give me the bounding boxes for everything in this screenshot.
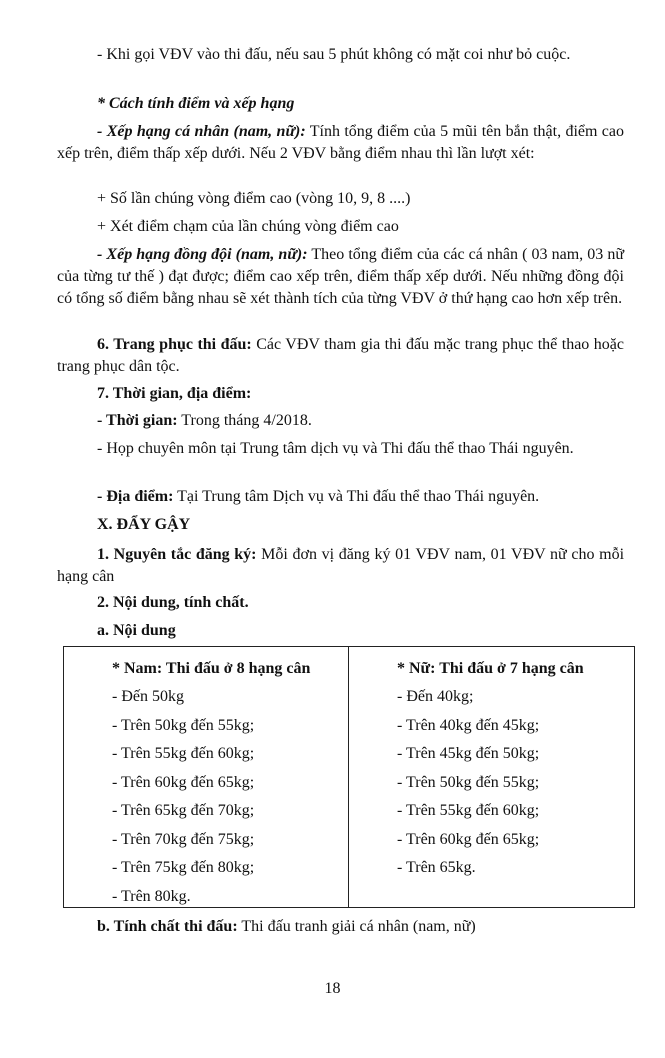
men-weight-class: - Trên 60kg đến 65kg;: [112, 773, 255, 791]
paragraph-team-ranking: [57, 244, 624, 310]
page-number: 18: [324, 980, 341, 997]
women-column: [397, 655, 584, 883]
table-divider: [348, 647, 349, 907]
team-ranking-label: - Xếp hạng đồng đội (nam, nữ):: [97, 246, 308, 263]
heading-time-place: 7. Thời gian, địa điểm:: [97, 385, 252, 402]
team-ranking-text: Theo tổng điểm của các cá nhân ( 03 nam, 03 nữ của từng tư thế ) đạt được; điểm cao xếp trên, điểm thấp xếp dưới. Nếu những đồng đội có tổng số điểm bằng nhau sẽ xét thành tích của từng VĐV ở thứ hạng cao hơn xếp trên.: [57, 246, 624, 307]
criterion-touch-point: + Xét điểm chạm của lần chúng vòng điểm cao: [97, 218, 399, 235]
criterion-high-ring-count: + Số lần chúng vòng điểm cao (vòng 10, 9, 8 ....): [97, 190, 411, 207]
registration-text: Mỗi đơn vị đăng ký 01 VĐV nam, 01 VĐV nữ cho mỗi hạng cân: [57, 546, 625, 585]
women-weight-class: - Trên 40kg đến 45kg;: [397, 716, 540, 734]
venue-text: Tại Trung tâm Dịch vụ và Thi đấu thể thao Thái nguyên.: [173, 488, 540, 505]
women-weight-class: - Trên 60kg đến 65kg;: [397, 830, 540, 848]
women-weight-class: - Trên 45kg đến 50kg;: [397, 745, 540, 762]
men-weight-class: - Trên 50kg đến 55kg;: [112, 716, 255, 734]
competition-nature-label: b. Tính chất thi đấu:: [97, 918, 238, 935]
men-weight-class: - Đến 50kg: [112, 688, 184, 705]
men-weight-class: - Trên 55kg đến 60kg;: [112, 745, 255, 762]
men-weight-class: - Trên 80kg.: [112, 887, 191, 905]
time-label: - Thời gian:: [97, 412, 178, 429]
men-column: [112, 655, 310, 911]
heading-content-nature: 2. Nội dung, tính chất.: [97, 594, 249, 611]
competition-nature-text: Thi đấu tranh giải cá nhân (nam, nữ): [237, 918, 476, 935]
paragraph-forfeit-rule: - Khi gọi VĐV vào thi đấu, nếu sau 5 phút không có mặt coi như bỏ cuộc.: [97, 46, 571, 63]
men-header: * Nam: Thi đấu ở 8 hạng cân: [112, 660, 311, 677]
paragraph-individual-ranking: [57, 121, 624, 165]
weight-class-table: [63, 646, 635, 908]
men-weight-class: - Trên 70kg đến 75kg;: [112, 830, 255, 848]
paragraph-technical-meeting: - Họp chuyên môn tại Trung tâm dịch vụ và Thi đấu thể thao Thái nguyên.: [97, 440, 574, 457]
attire-label: 6. Trang phục thi đấu:: [97, 336, 252, 353]
women-weight-class: - Trên 55kg đến 60kg;: [397, 802, 540, 819]
men-weight-class: - Trên 75kg đến 80kg;: [112, 859, 255, 876]
venue-label: - Địa điểm:: [97, 488, 174, 505]
women-header: * Nữ: Thi đấu ở 7 hạng cân: [397, 660, 584, 677]
attire-text: Các VĐV tham gia thi đấu mặc trang phục thể thao hoặc trang phục dân tộc.: [57, 336, 624, 375]
individual-ranking-text: Tính tổng điểm của 5 mũi tên bắn thật, điểm cao xếp trên, điểm thấp xếp dưới. Nếu 2 VĐV bằng điểm nhau thì lần lượt xét:: [57, 123, 625, 162]
women-weight-class: - Trên 50kg đến 55kg;: [397, 773, 540, 791]
heading-scoring: * Cách tính điểm và xếp hạng: [97, 95, 295, 112]
paragraph-time: [57, 410, 624, 432]
individual-ranking-label: - Xếp hạng cá nhân (nam, nữ):: [97, 123, 306, 140]
paragraph-competition-nature: [57, 916, 624, 938]
heading-content: a. Nội dung: [97, 622, 176, 639]
paragraph-registration: [57, 544, 624, 588]
women-weight-class: - Trên 65kg.: [397, 859, 476, 876]
section-heading-day-gay: X. ĐẨY GẬY: [97, 516, 191, 533]
paragraph-attire: [57, 334, 624, 378]
registration-label: 1. Nguyên tắc đăng ký:: [97, 546, 257, 563]
men-weight-class: - Trên 65kg đến 70kg;: [112, 802, 255, 819]
women-weight-class: - Đến 40kg;: [397, 688, 474, 705]
paragraph-venue: [57, 486, 624, 508]
time-text: Trong tháng 4/2018.: [177, 412, 312, 429]
